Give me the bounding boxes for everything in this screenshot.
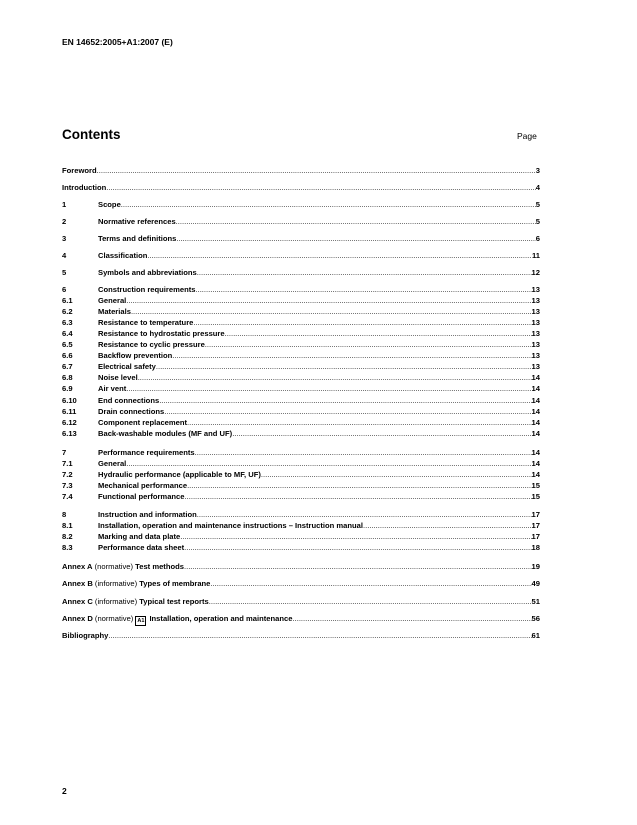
toc-entry-page: 11 — [531, 251, 540, 260]
toc-entry-label: Terms and definitions — [98, 234, 177, 243]
dot-leader — [108, 630, 531, 641]
toc-entry-page: 14 — [531, 429, 540, 438]
toc-entry-page: 18 — [531, 543, 540, 552]
toc-entry-label: Typical test reports — [139, 597, 209, 606]
document-header: EN 14652:2005+A1:2007 (E) — [62, 37, 173, 47]
toc-entry-label: Backflow prevention — [98, 351, 173, 360]
toc-entry-label: Resistance to hydrostatic pressure — [98, 329, 225, 338]
toc-entry-number: 8.2 — [62, 532, 73, 541]
toc-entry-number: 4 — [62, 251, 67, 260]
toc-entry-title — [98, 520, 363, 531]
toc-entry-title — [98, 531, 180, 542]
toc-entry[interactable] — [62, 469, 540, 480]
toc-entry-label: Materials — [98, 307, 131, 316]
toc-entry-page: 19 — [531, 562, 540, 571]
toc-entry[interactable] — [62, 339, 540, 350]
toc-entry-number: 5 — [62, 268, 67, 277]
annex-label: Annex C — [62, 597, 93, 606]
toc-entry-label: Resistance to temperature — [98, 318, 194, 327]
toc-entry-number: 6.10 — [62, 396, 77, 405]
toc-entry-label: Electrical safety — [98, 362, 156, 371]
toc-entry-number: 6.4 — [62, 329, 73, 338]
toc-entry[interactable] — [62, 395, 540, 406]
toc-entry[interactable] — [62, 361, 540, 372]
toc-entry-title — [98, 372, 138, 383]
toc-entry-page: 51 — [531, 597, 540, 606]
toc-entry-label: Instruction and information — [98, 510, 197, 519]
toc-entry-page: 56 — [531, 614, 540, 623]
dot-leader — [176, 233, 535, 244]
dot-leader — [159, 395, 531, 406]
toc-entry[interactable] — [62, 328, 540, 339]
toc-entry-title — [98, 216, 176, 227]
dot-leader — [156, 361, 532, 372]
dot-leader — [184, 561, 532, 572]
toc-entry[interactable] — [62, 350, 540, 361]
toc-entry-title — [62, 578, 210, 589]
toc-entry-label: Functional performance — [98, 492, 185, 501]
toc-entry-page: 4 — [535, 183, 540, 192]
toc-entry[interactable] — [62, 284, 540, 295]
toc-entry-title — [98, 361, 156, 372]
toc-entry-label: Symbols and abbreviations — [98, 268, 197, 277]
toc-entry-label: Types of membrane — [139, 579, 211, 588]
toc-entry-page: 14 — [531, 373, 540, 382]
toc-entry-label: Classification — [98, 251, 148, 260]
toc-entry-page: 12 — [531, 268, 540, 277]
toc-entry[interactable] — [62, 317, 540, 328]
toc-entry-label: Marking and data plate — [98, 532, 181, 541]
toc-entry-title — [98, 233, 176, 244]
dot-leader — [185, 491, 532, 502]
toc-entry-page: 15 — [531, 492, 540, 501]
toc-entry-label: Noise level — [98, 373, 138, 382]
toc-entry-title — [98, 328, 225, 339]
annex-type: (informative) — [92, 579, 140, 588]
toc-entry[interactable] — [62, 417, 540, 428]
toc-entry-number: 6.12 — [62, 418, 77, 427]
toc-entry[interactable] — [62, 561, 540, 572]
toc-entry[interactable] — [62, 216, 540, 227]
toc-entry-label: Foreword — [62, 166, 97, 175]
dot-leader — [176, 216, 536, 227]
dot-leader — [210, 578, 531, 589]
annex-label: Annex A — [62, 562, 93, 571]
dot-leader — [197, 267, 532, 278]
toc-entry[interactable] — [62, 182, 540, 193]
toc-entry-title — [98, 395, 159, 406]
toc-entry-title — [98, 306, 131, 317]
toc-entry-number: 6.9 — [62, 384, 73, 393]
toc-entry-number: 8.3 — [62, 543, 73, 552]
toc-entry-page: 14 — [531, 384, 540, 393]
toc-entry-title — [98, 250, 147, 261]
toc-entry[interactable] — [62, 295, 540, 306]
toc-entry-number: 6.7 — [62, 362, 73, 371]
toc-entry-page: 13 — [531, 362, 540, 371]
toc-entry[interactable] — [62, 542, 540, 553]
toc-entry-number: 7.3 — [62, 481, 73, 490]
toc-entry-page: 49 — [531, 579, 540, 588]
toc-entry[interactable] — [62, 520, 540, 531]
toc-entry-title — [98, 480, 187, 491]
toc-entry-title — [98, 469, 261, 480]
toc-entry-title — [62, 182, 106, 193]
toc-entry-page: 15 — [531, 481, 540, 490]
toc-entry[interactable] — [62, 630, 540, 641]
toc-entry-number: 6.8 — [62, 373, 73, 382]
annex-label: Annex B — [62, 579, 93, 588]
toc-entry-label: Mechanical performance — [98, 481, 188, 490]
toc-entry-page: 13 — [531, 296, 540, 305]
toc-entry-title — [98, 447, 195, 458]
dot-leader — [195, 284, 531, 295]
toc-entry-page: 3 — [535, 166, 540, 175]
dot-leader — [292, 613, 531, 624]
toc-entry[interactable] — [62, 267, 540, 278]
dot-leader — [184, 542, 531, 553]
toc-entry[interactable] — [62, 531, 540, 542]
dot-leader — [187, 480, 531, 491]
toc-entry-number: 6.2 — [62, 307, 73, 316]
toc-entry-number: 1 — [62, 200, 67, 209]
toc-entry-page: 14 — [531, 459, 540, 468]
toc-entry-title — [98, 350, 172, 361]
toc-entry-number: 7 — [62, 448, 67, 457]
toc-entry-number: 6.13 — [62, 429, 77, 438]
toc-entry-label: Installation, operation and maintenance instructions – Instruction manual — [98, 521, 363, 530]
toc-entry-label: Resistance to cyclic pressure — [98, 340, 205, 349]
toc-entry-page: 13 — [531, 307, 540, 316]
toc-entry-number: 7.2 — [62, 470, 73, 479]
annex-type: (informative) — [92, 597, 140, 606]
toc-entry-title — [62, 596, 209, 607]
toc-entry[interactable] — [62, 509, 540, 520]
toc-entry-label: Installation, operation and maintenance — [149, 614, 293, 623]
toc-entry-label: Normative references — [98, 217, 176, 226]
amendment-marker-icon: A1 — [137, 618, 145, 624]
toc-entry[interactable] — [62, 596, 540, 607]
toc-entry-label: End connections — [98, 396, 160, 405]
toc-entry-page: 17 — [531, 532, 540, 541]
toc-entry-title — [98, 284, 195, 295]
toc-entry-page: 13 — [531, 285, 540, 294]
toc-entry-label: Introduction — [62, 183, 107, 192]
toc-entry-label: General — [98, 459, 127, 468]
dot-leader — [126, 458, 531, 469]
toc-entry-number: 2 — [62, 217, 67, 226]
toc-entry-page: 5 — [535, 217, 540, 226]
toc-entry-label: Bibliography — [62, 631, 109, 640]
toc-entry[interactable] — [62, 613, 540, 624]
toc-entry-number: 6.11 — [62, 407, 77, 416]
toc-entry-label: Drain connections — [98, 407, 165, 416]
toc-entry-number: 6 — [62, 285, 67, 294]
toc-entry[interactable] — [62, 383, 540, 394]
toc-entry-number: 6.1 — [62, 296, 73, 305]
toc-entry[interactable] — [62, 480, 540, 491]
dot-leader — [197, 509, 532, 520]
toc-entry-title — [98, 317, 193, 328]
toc-entry-label: General — [98, 296, 127, 305]
toc-entry-number: 8.1 — [62, 521, 73, 530]
toc-entry-title — [62, 561, 184, 572]
dot-leader — [172, 350, 531, 361]
toc-entry[interactable] — [62, 578, 540, 589]
toc-entry-title — [98, 458, 126, 469]
toc-entry-page: 14 — [531, 448, 540, 457]
toc-entry-title — [98, 417, 187, 428]
toc-entry-page: 14 — [531, 396, 540, 405]
dot-leader — [193, 317, 531, 328]
toc-entry-page: 14 — [531, 407, 540, 416]
toc-entry-number: 6.6 — [62, 351, 73, 360]
toc-entry[interactable] — [62, 250, 540, 261]
toc-entry-title — [98, 542, 184, 553]
toc-entry[interactable] — [62, 491, 540, 502]
toc-entry-label: Back-washable modules (MF and UF) — [98, 429, 233, 438]
toc-entry-label: Hydraulic performance (applicable to MF, UF) — [98, 470, 261, 479]
toc-entry-label: Air vent — [98, 384, 127, 393]
toc-entry-title — [98, 383, 126, 394]
dot-leader — [363, 520, 532, 531]
toc-entry-page: 5 — [535, 200, 540, 209]
dot-leader — [195, 447, 532, 458]
dot-leader — [209, 596, 532, 607]
contents-title: Contents — [62, 127, 121, 142]
toc-entry-title — [62, 630, 108, 641]
toc-entry-title — [62, 613, 292, 626]
toc-entry-title — [98, 428, 232, 439]
toc-entry-page: 13 — [531, 329, 540, 338]
toc-entry-page: 13 — [531, 340, 540, 349]
page-number: 2 — [62, 786, 67, 796]
toc-entry-label: Construction requirements — [98, 285, 196, 294]
dot-leader — [126, 383, 531, 394]
toc-entry-page: 61 — [531, 631, 540, 640]
toc-entry-page: 17 — [531, 521, 540, 530]
dot-leader — [232, 428, 531, 439]
toc-entry-number: 7.4 — [62, 492, 73, 501]
toc-entry-number: 7.1 — [62, 459, 73, 468]
toc-entry-title — [98, 509, 197, 520]
toc-entry-title — [98, 199, 121, 210]
toc-entry-page: 14 — [531, 470, 540, 479]
toc-entry-number: 6.3 — [62, 318, 73, 327]
toc-entry[interactable] — [62, 458, 540, 469]
dot-leader — [147, 250, 532, 261]
dot-leader — [138, 372, 532, 383]
toc-entry-label: Performance requirements — [98, 448, 195, 457]
annex-type: (normative) — [92, 562, 136, 571]
toc-entry-label: Test methods — [135, 562, 184, 571]
dot-leader — [126, 295, 531, 306]
toc-entry-title — [98, 267, 197, 278]
toc-entry-title — [98, 491, 185, 502]
dot-leader — [261, 469, 532, 480]
toc-entry-page: 13 — [531, 351, 540, 360]
toc-entry-title — [98, 339, 205, 350]
dot-leader — [180, 531, 531, 542]
toc-entry[interactable] — [62, 372, 540, 383]
dot-leader — [97, 165, 536, 176]
dot-leader — [131, 306, 532, 317]
toc-entry-page: 6 — [535, 234, 540, 243]
dot-leader — [187, 417, 532, 428]
toc-entry[interactable] — [62, 199, 540, 210]
toc-entry-number: 8 — [62, 510, 67, 519]
dot-leader — [205, 339, 532, 350]
toc-entry[interactable] — [62, 406, 540, 417]
toc-entry-number: 3 — [62, 234, 67, 243]
toc-entry-title — [62, 165, 97, 176]
toc-entry-page: 17 — [531, 510, 540, 519]
toc-entry-page: 14 — [531, 418, 540, 427]
page-column-label: Page — [517, 131, 537, 141]
dot-leader — [225, 328, 532, 339]
toc-entry[interactable] — [62, 165, 540, 176]
toc-entry-label: Scope — [98, 200, 121, 209]
toc-entry[interactable] — [62, 447, 540, 458]
toc-entry[interactable] — [62, 233, 540, 244]
toc-entry-label: Performance data sheet — [98, 543, 185, 552]
toc-entry[interactable] — [62, 428, 540, 439]
dot-leader — [106, 182, 535, 193]
dot-leader — [121, 199, 536, 210]
annex-type: (normative) — [92, 614, 136, 623]
annex-label: Annex D — [62, 614, 93, 623]
toc-entry-page: 13 — [531, 318, 540, 327]
dot-leader — [164, 406, 531, 417]
toc-entry-title — [98, 406, 164, 417]
toc-entry-title — [98, 295, 126, 306]
toc-entry-number: 6.5 — [62, 340, 73, 349]
toc-entry[interactable] — [62, 306, 540, 317]
toc-entry-label: Component replacement — [98, 418, 188, 427]
